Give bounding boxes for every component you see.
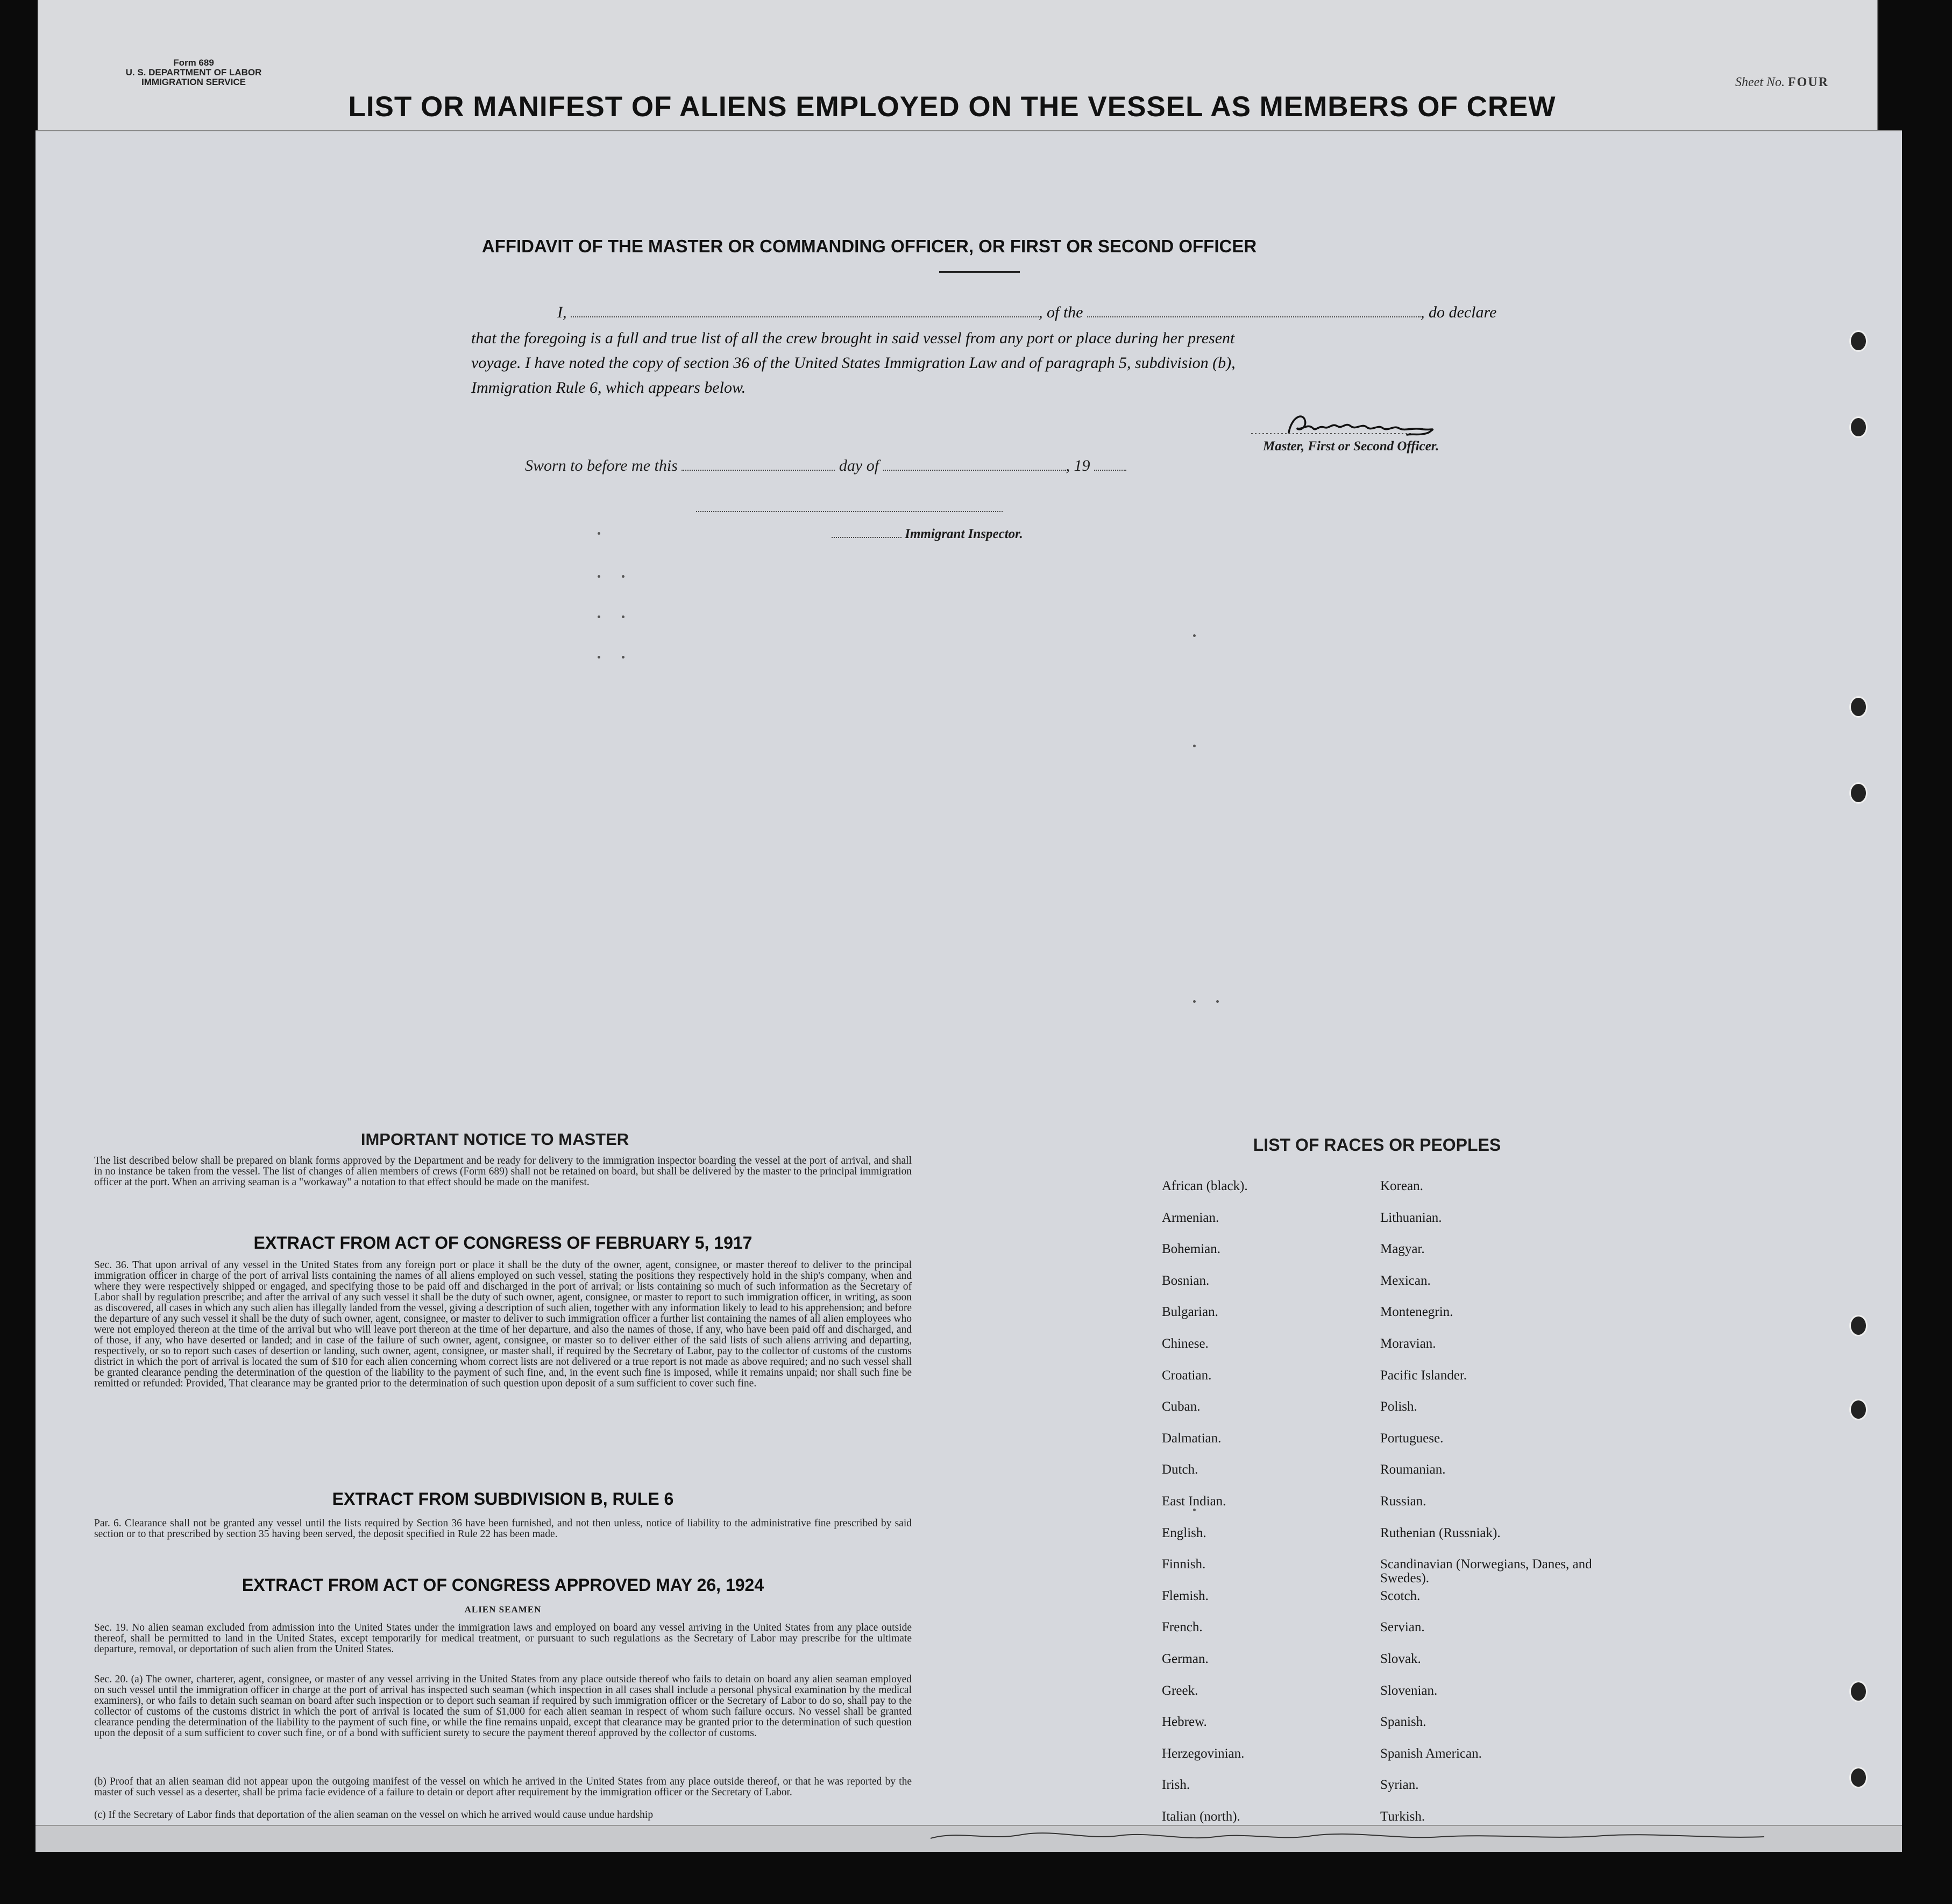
extract-rule6-heading: EXTRACT FROM SUBDIVISION B, RULE 6 <box>332 1489 674 1509</box>
sheet-value: FOUR <box>1788 75 1829 89</box>
race-item: Scandinavian (Norwegians, Danes, and Swedes). <box>1380 1557 1592 1586</box>
race-item: Montenegrin. <box>1380 1305 1453 1320</box>
race-item: Servian. <box>1380 1620 1425 1635</box>
notice-text: The list described below shall be prepared on blank forms approved by the Department and be ready for delivery to the immigration inspector boarding the vessel at the port of arrival, and shall in no instance be taken from the vessel. The list of changes of alien members of crews (Form 689) shall not be retained on board, but shall be delivered by the master to the principal immigration officer at the port. When an arriving seaman is a "workaway" a notation to that effect should be made on the manifest. <box>94 1155 912 1188</box>
declaration-line-2: that the foregoing is a full and true list of all the crew brought in said vessel from any port or place during her present <box>471 329 1235 347</box>
race-item: Syrian. <box>1380 1778 1419 1793</box>
races-title: LIST OF RACES OR PEOPLES <box>1253 1135 1501 1155</box>
affidavit-title: AFFIDAVIT OF THE MASTER OR COMMANDING OFFICER, OR FIRST OR SECOND OFFICER <box>481 236 1257 256</box>
inspector-caption: Immigrant Inspector. <box>905 527 1023 541</box>
ink-mark <box>1193 1000 1196 1003</box>
title-rule <box>939 271 1020 273</box>
binder-hole <box>1849 1767 1868 1788</box>
notice-title: IMPORTANT NOTICE TO MASTER <box>360 1130 629 1149</box>
race-item: Moravian. <box>1380 1336 1436 1351</box>
race-item: Flemish. <box>1162 1588 1209 1603</box>
declaration-i: I, <box>557 303 567 321</box>
sworn-prefix: Sworn to before me this <box>525 457 678 475</box>
race-item: Irish. <box>1162 1778 1190 1793</box>
sworn-year-blank[interactable] <box>1094 458 1126 471</box>
extract-1924-heading: EXTRACT FROM ACT OF CONGRESS APPROVED MAY 26, 1924 <box>242 1575 764 1595</box>
race-item: Russian. <box>1380 1494 1426 1509</box>
race-item: Hebrew. <box>1162 1715 1207 1730</box>
race-item: Polish. <box>1380 1399 1417 1414</box>
declaration-line-1 <box>471 303 1496 322</box>
extract-1924-sec20c: (c) If the Secretary of Labor finds that deportation of the alien seaman on the vessel on which he arrived would cause undue hardship <box>94 1810 654 1821</box>
race-item: Slovak. <box>1380 1651 1421 1666</box>
race-item: Greek. <box>1162 1683 1198 1698</box>
declaration-line-4: Immigration Rule 6, which appears below. <box>471 379 746 397</box>
sworn-day-of: day of <box>839 457 879 475</box>
ink-mark <box>598 532 600 535</box>
binder-hole <box>1849 330 1868 352</box>
extract-1917-heading: EXTRACT FROM ACT OF CONGRESS OF FEBRUARY 5, 1917 <box>253 1233 753 1252</box>
ink-mark <box>622 615 624 618</box>
race-item: Turkish. <box>1380 1809 1425 1824</box>
race-item: Spanish American. <box>1380 1746 1482 1761</box>
binder-hole <box>1849 1681 1868 1702</box>
service-name: IMMIGRATION SERVICE <box>141 77 246 87</box>
sheet-label: Sheet No. <box>1735 75 1785 89</box>
extract-1917-text: Sec. 36. That upon arrival of any vessel in the United States from any foreign port or place it shall be the duty of the owner, agent, consignee, or master thereof to deliver to the principal immigration officer in charge of the port of arrival lists containing the names of all aliens employed on such vessel, stating the positions they respectively hold in the ship's company, when and where they were respectively shipped or engaged, and specifying those to be paid off and discharged in the port of arrival; or lists containing so much of such information as the Secretary of Labor shall by regulation prescribe; and after the arrival of any such vessel it shall be the duty of such owner, agent, consignee, or master to report to such immigration officer, in writing, as soon as discovered, all cases in which any such alien has illegally landed from the vessel, giving a description of such alien, together with any information likely to lead to his apprehension; and before the departure of any such vessel it shall be the duty of such owner, agent, consignee, or master to deliver to such immigration officer a further list containing the names of all alien employees who were not employed thereon at the time of the arrival but who will leave port thereon at the time of her departure, and also the names of those, if any, who have been paid off and discharged, and of those, if any, who have deserted or landed; and in case of the failure of such owner, agent, consignee, or master so to deliver either of the said lists of such aliens arriving and departing, respectively, or so to report such cases of desertion or landing, such owner, agent, consignee, or master shall, if required by the Secretary of Labor, pay to the collector of customs of the customs district in which the port of arrival is located the sum of $10 for each alien concerning whom correct lists are not delivered or a true report is not made as above required; and no such vessel shall be granted clearance pending the determination of the question of the liability to the payment of such fine, and, in the event such fine is imposed, while it remains unpaid; nor shall such fine be remitted or refunded: Provided, That clearance may be granted prior to the determination of such question upon deposit of a sum sufficient to cover such fine. <box>94 1259 912 1389</box>
ink-mark <box>1193 745 1196 747</box>
inspector-caption-row <box>832 527 1023 542</box>
race-item: Croatian. <box>1162 1368 1212 1383</box>
extract-rule6-text: Par. 6. Clearance shall not be granted any vessel until the lists required by Section 36 have been furnished, and not then unless, notice of liability to the administrative fine prescribed by said section or to that prescribed by section 35 having been served, the deposit specified in Rule 22 has been made. <box>94 1518 912 1540</box>
vessel-blank[interactable] <box>1087 305 1421 317</box>
race-item: Slovenian. <box>1380 1683 1438 1698</box>
ink-mark <box>598 656 600 659</box>
declaration-line-3: voyage. I have noted the copy of section 36 of the United States Immigration Law and of paragraph 5, subdivision (b), <box>471 354 1236 372</box>
binder-hole <box>1849 782 1868 804</box>
race-item: German. <box>1162 1651 1209 1666</box>
race-item: Roumanian. <box>1380 1462 1446 1477</box>
sworn-line <box>525 457 1126 475</box>
race-item: Bulgarian. <box>1162 1305 1218 1320</box>
binder-hole <box>1849 696 1868 718</box>
race-item: English. <box>1162 1525 1206 1540</box>
binder-hole <box>1849 416 1868 438</box>
name-blank[interactable] <box>571 305 1039 317</box>
race-item: Mexican. <box>1380 1273 1431 1288</box>
form-identifier <box>97 58 290 87</box>
races-left-column <box>1162 1179 1248 1841</box>
extract-1924-sec19: Sec. 19. No alien seaman excluded from admission into the United States under the immigration laws and employed on board any vessel arriving in the United States from any place outside thereof, shall be permitted to land in the United States, except temporarily for medical treatment, or pursuant to such regulations as the Secretary of Labor may prescribe for the ultimate departure, removal, or deportation of such alien from the United States. <box>94 1622 912 1655</box>
sworn-day-blank[interactable] <box>682 458 835 471</box>
race-item: Pacific Islander. <box>1380 1368 1467 1383</box>
race-item: Magyar. <box>1380 1242 1425 1257</box>
ink-mark <box>598 615 600 618</box>
alien-seamen-subheading: ALIEN SEAMEN <box>464 1604 542 1615</box>
race-item: East Indian. <box>1162 1494 1226 1509</box>
race-item: Cuban. <box>1162 1399 1201 1414</box>
ink-mark <box>1193 634 1196 637</box>
page-title: LIST OR MANIFEST OF ALIENS EMPLOYED ON THE VESSEL AS MEMBERS OF CREW <box>348 91 1556 123</box>
race-item: Ruthenian (Russniak). <box>1380 1525 1501 1540</box>
declaration-of-the: , of the <box>1039 303 1083 321</box>
affidavit-sheet <box>36 130 1902 1826</box>
race-item: Portuguese. <box>1380 1431 1444 1446</box>
sheet-number <box>1735 75 1829 90</box>
sworn-year: , 19 <box>1066 457 1090 475</box>
race-item: African (black). <box>1162 1179 1248 1193</box>
ink-mark <box>598 575 600 578</box>
race-item: Bohemian. <box>1162 1242 1221 1257</box>
races-right-column <box>1380 1179 1595 1841</box>
ink-mark <box>622 575 624 578</box>
race-item: Finnish. <box>1162 1557 1206 1572</box>
declaration-declare: , do declare <box>1421 303 1497 321</box>
race-item: Dalmatian. <box>1162 1431 1222 1446</box>
ink-mark <box>622 656 624 659</box>
extract-1924-sec20b: (b) Proof that an alien seaman did not appear upon the outgoing manifest of the vessel on which he arrived in the United States from any place outside thereof, or that he was reported by the master of such vessel as a deserter, shall be prima facie evidence of a failure to detain or deport after requirement by the immigration officer or the Secretary of Labor. <box>94 1776 912 1798</box>
form-number: Form 689 <box>173 58 214 68</box>
department-name: U. S. DEPARTMENT OF LABOR <box>125 67 262 77</box>
inspector-blank <box>832 528 902 538</box>
ink-mark <box>1216 1000 1219 1003</box>
race-item: French. <box>1162 1620 1203 1635</box>
race-item: Armenian. <box>1162 1210 1219 1225</box>
inspector-signature-line[interactable] <box>696 510 1003 512</box>
binder-hole <box>1849 1315 1868 1336</box>
signature-caption: Master, First or Second Officer. <box>1263 439 1439 454</box>
race-item: Italian (north). <box>1162 1809 1240 1824</box>
race-item: Bosnian. <box>1162 1273 1210 1288</box>
race-item: Korean. <box>1380 1179 1423 1193</box>
race-item: Chinese. <box>1162 1336 1209 1351</box>
race-item: Scotch. <box>1380 1588 1421 1603</box>
sworn-month-blank[interactable] <box>883 458 1066 471</box>
extract-1924-sec20a: Sec. 20. (a) The owner, charterer, agent, consignee, or master of any vessel arriving in the United States from any place outside thereof who fails to detain on board any alien seaman employed on such vessel until the immigration officer in charge at the port of arrival has inspected such seaman (which inspection in all cases shall include a personal physical examination by the medical examiners), or who fails to detain such seaman on board after such inspection or to deport such seaman if required by such immigration officer or the Secretary of Labor to do so, shall pay to the collector of customs of the customs district in which the port of arrival is located the sum of $1,000 for each alien seaman in respect of whom such failure occurs. No vessel shall be granted clearance pending the determination of the liability to the payment of such fine, or while the fine remains unpaid, except that clearance may be granted prior to the determination of such question upon the deposit of a sum sufficient to cover such fine, or of a bond with sufficient surety to secure the payment thereof approved by the collector of customs. <box>94 1674 912 1739</box>
race-item: Lithuanian. <box>1380 1210 1442 1225</box>
race-item: Herzegovinian. <box>1162 1746 1245 1761</box>
handwritten-scribble <box>925 1825 1840 1846</box>
race-item: Spanish. <box>1380 1715 1426 1730</box>
binder-hole <box>1849 1399 1868 1420</box>
race-item: Dutch. <box>1162 1462 1198 1477</box>
